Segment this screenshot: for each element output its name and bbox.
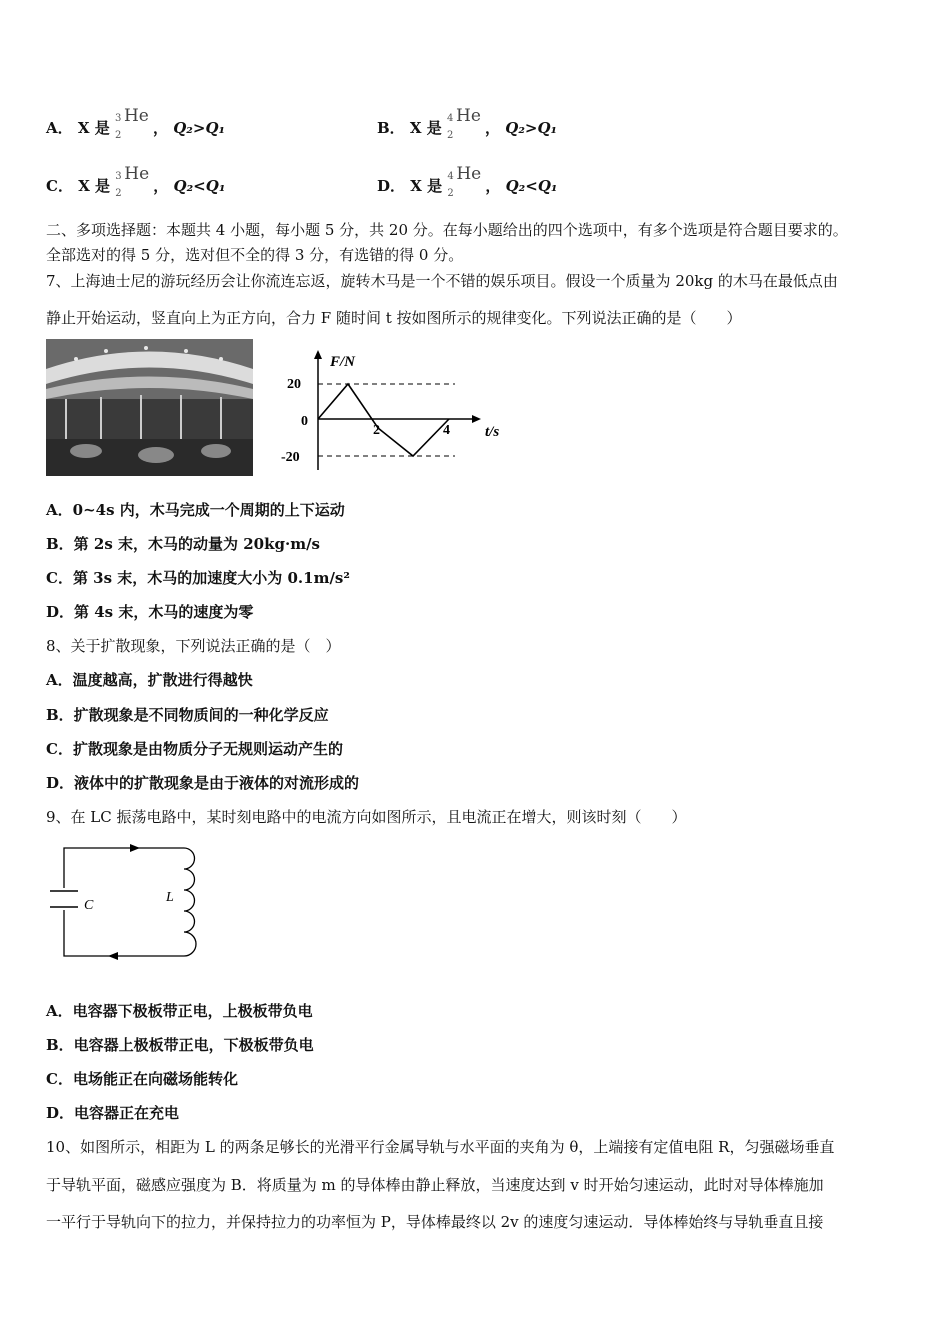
x-axis-label: t/s — [485, 424, 500, 440]
q9-stem: 9、在 LC 振荡电路中，某时刻电路中的电流方向如图所示，且电流正在增大，则该时刻（ ） — [46, 808, 687, 826]
y-axis-label: F/N — [330, 354, 356, 370]
force-time-graph — [275, 346, 510, 478]
q9-option-b[interactable]: B．电容器上极板带正电，下极板带负电 — [46, 1036, 314, 1054]
q6-option-d[interactable] — [377, 164, 558, 199]
option-compare: Q₂>Q₁ — [173, 119, 226, 137]
q8-option-d[interactable]: D．液体中的扩散现象是由于液体的对流形成的 — [46, 774, 360, 792]
section-instructions: 全部选对的得 5 分，选对但不全的得 3 分，有选错的得 0 分。 — [46, 246, 464, 264]
q10-stem-line2: 于导轨平面，磁感应强度为 B．将质量为 m 的导体棒由静止释放，当速度达到 v 时开始匀速运动，此时对导体棒施加 — [46, 1176, 824, 1194]
lc-circuit — [44, 838, 204, 966]
option-text: X 是 — [78, 177, 111, 195]
q7-option-b[interactable]: B．第 2s 末，木马的动量为 20kg·m/s — [46, 535, 321, 553]
option-label: B． — [377, 119, 405, 137]
carousel-illustration — [46, 339, 253, 476]
q9-option-a[interactable]: A．电容器下极板带正电，上极板带负电 — [46, 1002, 313, 1020]
option-compare: Q₂<Q₁ — [173, 177, 226, 195]
inductor-coil — [184, 848, 196, 956]
q7-stem-line1: 7、上海迪士尼的游玩经历会让你流连忘返，旋转木马是一个不错的娱乐项目。假设一个质量为 20kg 的木马在最低点由 — [46, 272, 838, 290]
option-sep: ， — [485, 119, 501, 137]
tick-20: 20 — [287, 377, 301, 392]
q7-option-c[interactable]: C．第 3s 末，木马的加速度大小为 0.1m/s² — [46, 569, 350, 587]
carousel-photo — [46, 339, 253, 476]
tick-4: 4 — [443, 423, 450, 438]
current-arrow-top — [130, 844, 140, 852]
wire-top — [64, 848, 184, 888]
inductor-label: L — [166, 890, 174, 905]
option-compare: Q₂<Q₁ — [505, 177, 558, 195]
wire-bottom — [64, 910, 184, 956]
q8-option-c[interactable]: C．扩散现象是由物质分子无规则运动产生的 — [46, 740, 343, 758]
option-label: A． — [46, 119, 73, 137]
option-sep: ， — [152, 119, 168, 137]
q10-stem-line1: 10、如图所示，相距为 L 的两条足够长的光滑平行金属导轨与水平面的夹角为 θ，上端接有定值电阻 R，匀强磁场垂直 — [46, 1138, 835, 1156]
tick-2: 2 — [373, 423, 380, 438]
option-text: X 是 — [77, 119, 110, 137]
tick-neg20: -20 — [281, 450, 300, 465]
q6-option-a[interactable] — [46, 106, 226, 141]
q10-stem-line3: 一平行于导轨向下的拉力，并保持拉力的功率恒为 P，导体棒最终以 2v 的速度匀速运动．导体棒始终与导轨垂直且接 — [46, 1213, 824, 1231]
q8-option-a[interactable]: A．温度越高，扩散进行得越快 — [46, 671, 253, 689]
q8-option-b[interactable]: B．扩散现象是不同物质间的一种化学反应 — [46, 706, 329, 724]
q9-option-d[interactable]: D．电容器正在充电 — [46, 1104, 180, 1122]
nuclide-symbol: 4 2 He — [447, 164, 482, 199]
nuclide-symbol: 3 2 He — [115, 164, 150, 199]
q6-option-c[interactable] — [46, 164, 226, 199]
capacitor-label: C — [84, 898, 94, 913]
q7-stem-line2: 静止开始运动，竖直向上为正方向，合力 F 随时间 t 按如图所示的规律变化。下列说法正确的是（ ） — [46, 309, 742, 327]
option-compare: Q₂>Q₁ — [505, 119, 558, 137]
nuclide-symbol: 3 2 He — [114, 106, 149, 141]
y-axis-arrow — [314, 350, 322, 359]
current-arrow-bottom — [108, 952, 118, 960]
option-label: D． — [377, 177, 406, 195]
tick-0: 0 — [301, 414, 308, 429]
q6-option-b[interactable] — [377, 106, 558, 141]
option-text: X 是 — [410, 177, 443, 195]
nuclide-symbol: 4 2 He — [447, 106, 481, 141]
q7-option-a[interactable]: A．0~4s 内，木马完成一个周期的上下运动 — [46, 501, 345, 519]
option-sep: ， — [153, 177, 169, 195]
option-sep: ， — [485, 177, 501, 195]
q7-option-d[interactable]: D．第 4s 末，木马的速度为零 — [46, 603, 254, 621]
section-heading: 二、多项选择题：本题共 4 小题，每小题 5 分，共 20 分。在每小题给出的四个选项中，有多个选项是符合题目要求的。 — [46, 221, 848, 239]
force-curve — [318, 384, 449, 456]
x-axis-arrow — [472, 415, 481, 423]
q9-option-c[interactable]: C．电场能正在向磁场能转化 — [46, 1070, 238, 1088]
option-text: X 是 — [409, 119, 442, 137]
q8-stem: 8、关于扩散现象，下列说法正确的是（ ） — [46, 637, 341, 655]
option-label: C． — [46, 177, 73, 195]
